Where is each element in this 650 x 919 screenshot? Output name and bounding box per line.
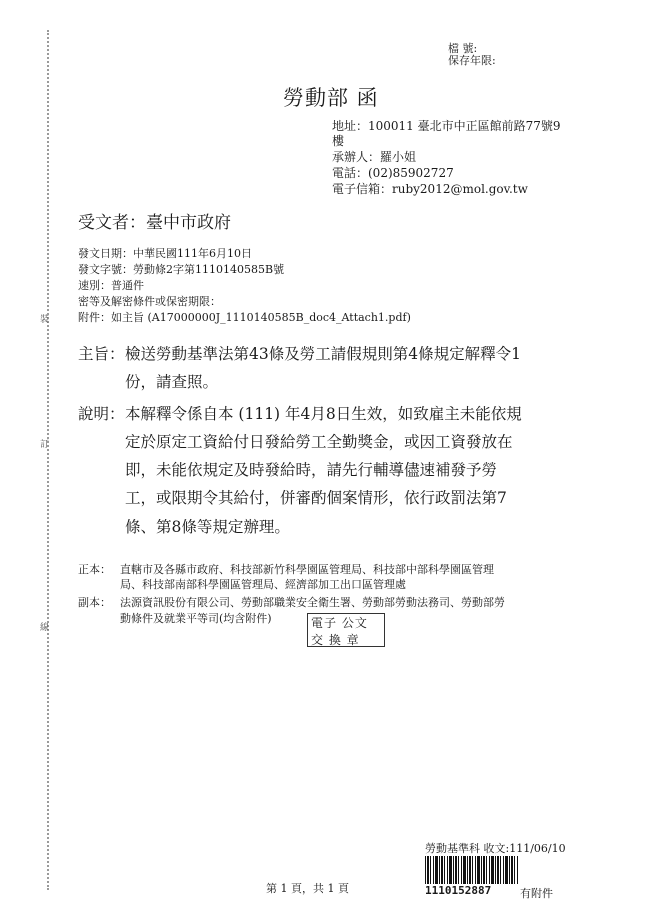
attachment-info: 附件：如主旨 (A17000000J_1110140585B_doc4_Attach1.pdf) xyxy=(78,311,411,324)
subject-label: 主旨： xyxy=(78,345,125,363)
document-number: 發文字號：勞動條2字第1110140585B號 xyxy=(78,263,285,276)
margin-char-xian: 線 xyxy=(40,623,50,633)
subject-line: 檢送勞動基準法第43條及勞工請假規則第4條規定解釋令1 xyxy=(125,345,521,363)
file-number-label: 檔 號: xyxy=(448,42,478,55)
attachment-note: 有附件 xyxy=(520,887,553,900)
secrecy-level: 密等及解密條件或保密期限： xyxy=(78,295,221,308)
margin-char-ding: 裝 xyxy=(40,315,50,325)
sender-address-line2: 樓 xyxy=(332,134,345,148)
explanation-line: 條、第8條等規定辦理。 xyxy=(125,518,290,536)
copy-recipients-line: 動條件及就業平等司(均含附件) xyxy=(120,612,272,625)
recipient: 受文者：臺中市政府 xyxy=(78,213,231,233)
page-number: 第 1 頁，共 1 頁 xyxy=(266,882,349,895)
explanation-label: 說明： xyxy=(78,405,125,423)
sender-phone: 電話：(02)85902727 xyxy=(332,166,454,180)
main-recipients-label: 正本： xyxy=(78,563,111,576)
stamp-line2: 交 換 章 xyxy=(311,633,360,647)
main-recipients-line: 局、科技部南部科學園區管理局、經濟部加工出口區管理處 xyxy=(120,578,406,591)
copy-recipients-label: 副本： xyxy=(78,596,111,609)
explanation-line: 工，或限期令其給付，併審酌個案情形，依行政罰法第7 xyxy=(125,489,507,507)
explanation-line: 本解釋令係自本 (111) 年4月8日生效，如致雇主未能依規 xyxy=(125,405,522,423)
sender-email: 電子信箱：ruby2012@mol.gov.tw xyxy=(332,182,528,196)
receipt-stamp: 勞動基準科 收文:111/06/10 xyxy=(425,842,566,855)
barcode xyxy=(425,856,518,884)
electronic-exchange-stamp xyxy=(307,613,385,647)
main-recipients-line: 直轄市及各縣市政府、科技部新竹科學園區管理局、科技部中部科學園區管理 xyxy=(120,563,494,576)
issue-date: 發文日期：中華民國111年6月10日 xyxy=(78,247,252,260)
subject-line: 份，請查照。 xyxy=(125,373,219,391)
margin-char-ding2: 訂 xyxy=(40,440,50,450)
sender-contact: 承辦人：羅小姐 xyxy=(332,150,417,164)
explanation-line: 定於原定工資給付日發給勞工全勤獎金，或因工資發放在 xyxy=(125,433,513,451)
document-title: 勞動部 函 xyxy=(283,86,379,110)
explanation-line: 即，未能依規定及時發給時，請先行輔導儘速補發予勞 xyxy=(125,461,498,479)
sender-address-line1: 地址：100011 臺北市中正區館前路77號9 xyxy=(332,119,561,133)
barcode-number: 1110152887 xyxy=(425,884,492,897)
copy-recipients-line: 法源資訊股份有限公司、勞動部職業安全衛生署、勞動部勞動法務司、勞動部勞 xyxy=(120,596,505,609)
delivery-speed: 速別：普通件 xyxy=(78,279,144,292)
retention-period-label: 保存年限: xyxy=(448,54,496,67)
stamp-line1: 電子 公文 xyxy=(311,616,368,630)
binding-line xyxy=(47,30,49,890)
